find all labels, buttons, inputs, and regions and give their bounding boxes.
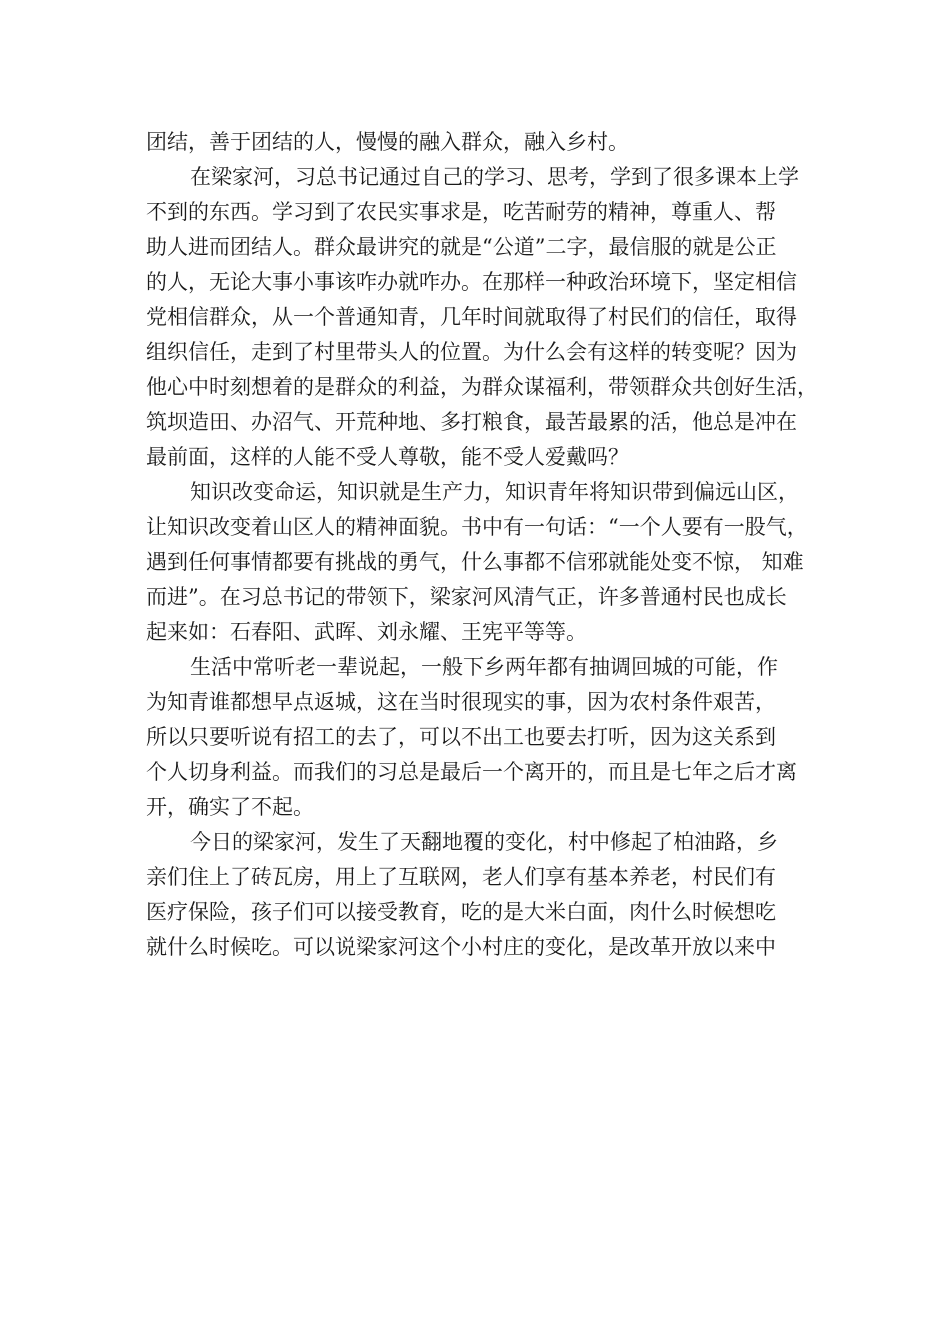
paragraph-first-line: 今日的梁家河，发生了天翻地覆的变化，村中修起了柏油路，乡 bbox=[190, 830, 778, 854]
text-line: 最前面，这样的人能不受人尊敬，能不受人爱戴吗？ bbox=[146, 445, 629, 469]
text-line: 不到的东西。学习到了农民实事求是，吃苦耐劳的精神，尊重人、帮 bbox=[146, 200, 776, 224]
text-line: 个人切身利益。而我们的习总是最后一个离开的，而且是七年之后才离 bbox=[146, 760, 797, 784]
text-line: 组织信任，走到了村里带头人的位置。为什么会有这样的转变呢？因为 bbox=[146, 340, 797, 364]
body-text bbox=[146, 125, 826, 965]
text-line: 他心中时刻想着的是群众的利益，为群众谋福利，带领群众共创好生活， bbox=[146, 375, 818, 399]
text-line: 所以只要听说有招工的去了，可以不出工也要去打听，因为这关系到 bbox=[146, 725, 776, 749]
text-line: 筑坝造田、办沼气、开荒种地、多打粮食，最苦最累的活，他总是冲在 bbox=[146, 410, 797, 434]
text-line: 让知识改变着山区人的精神面貌。书中有一句话：“一个人要有一股气， bbox=[146, 515, 808, 539]
paragraph-first-line: 在梁家河，习总书记通过自己的学习、思考，学到了很多课本上学 bbox=[190, 165, 799, 189]
text-line: 的人，无论大事小事该咋办就咋办。在那样一种政治环境下，坚定相信 bbox=[146, 270, 797, 294]
paragraph-first-line: 知识改变命运，知识就是生产力，知识青年将知识带到偏远山区， bbox=[190, 480, 799, 504]
text-line: 而进”。在习总书记的带领下，梁家河风清气正，许多普通村民也成长 bbox=[146, 585, 787, 609]
text-line: 遇到任何事情都要有挑战的勇气，什么事都不信邪就能处变不惊， 知难 bbox=[146, 550, 804, 574]
text-line: 团结，善于团结的人，慢慢的融入群众，融入乡村。 bbox=[146, 130, 629, 154]
text-line: 起来如：石春阳、武晖、刘永耀、王宪平等等。 bbox=[146, 620, 587, 644]
text-line: 亲们住上了砖瓦房，用上了互联网，老人们享有基本养老，村民们有 bbox=[146, 865, 776, 889]
text-line: 医疗保险，孩子们可以接受教育，吃的是大米白面，肉什么时候想吃 bbox=[146, 900, 776, 924]
paragraph-first-line: 生活中常听老一辈说起，一般下乡两年都有抽调回城的可能，作 bbox=[190, 655, 778, 679]
text-line: 就什么时候吃。可以说梁家河这个小村庄的变化，是改革开放以来中 bbox=[146, 935, 776, 959]
text-line: 开，确实了不起。 bbox=[146, 795, 314, 819]
text-line: 党相信群众，从一个普通知青，几年时间就取得了村民们的信任，取得 bbox=[146, 305, 797, 329]
text-line: 助人进而团结人。群众最讲究的就是“公道”二字，最信服的就是公正 bbox=[146, 235, 777, 259]
text-line: 为知青谁都想早点返城，这在当时很现实的事，因为农村条件艰苦， bbox=[146, 690, 776, 714]
